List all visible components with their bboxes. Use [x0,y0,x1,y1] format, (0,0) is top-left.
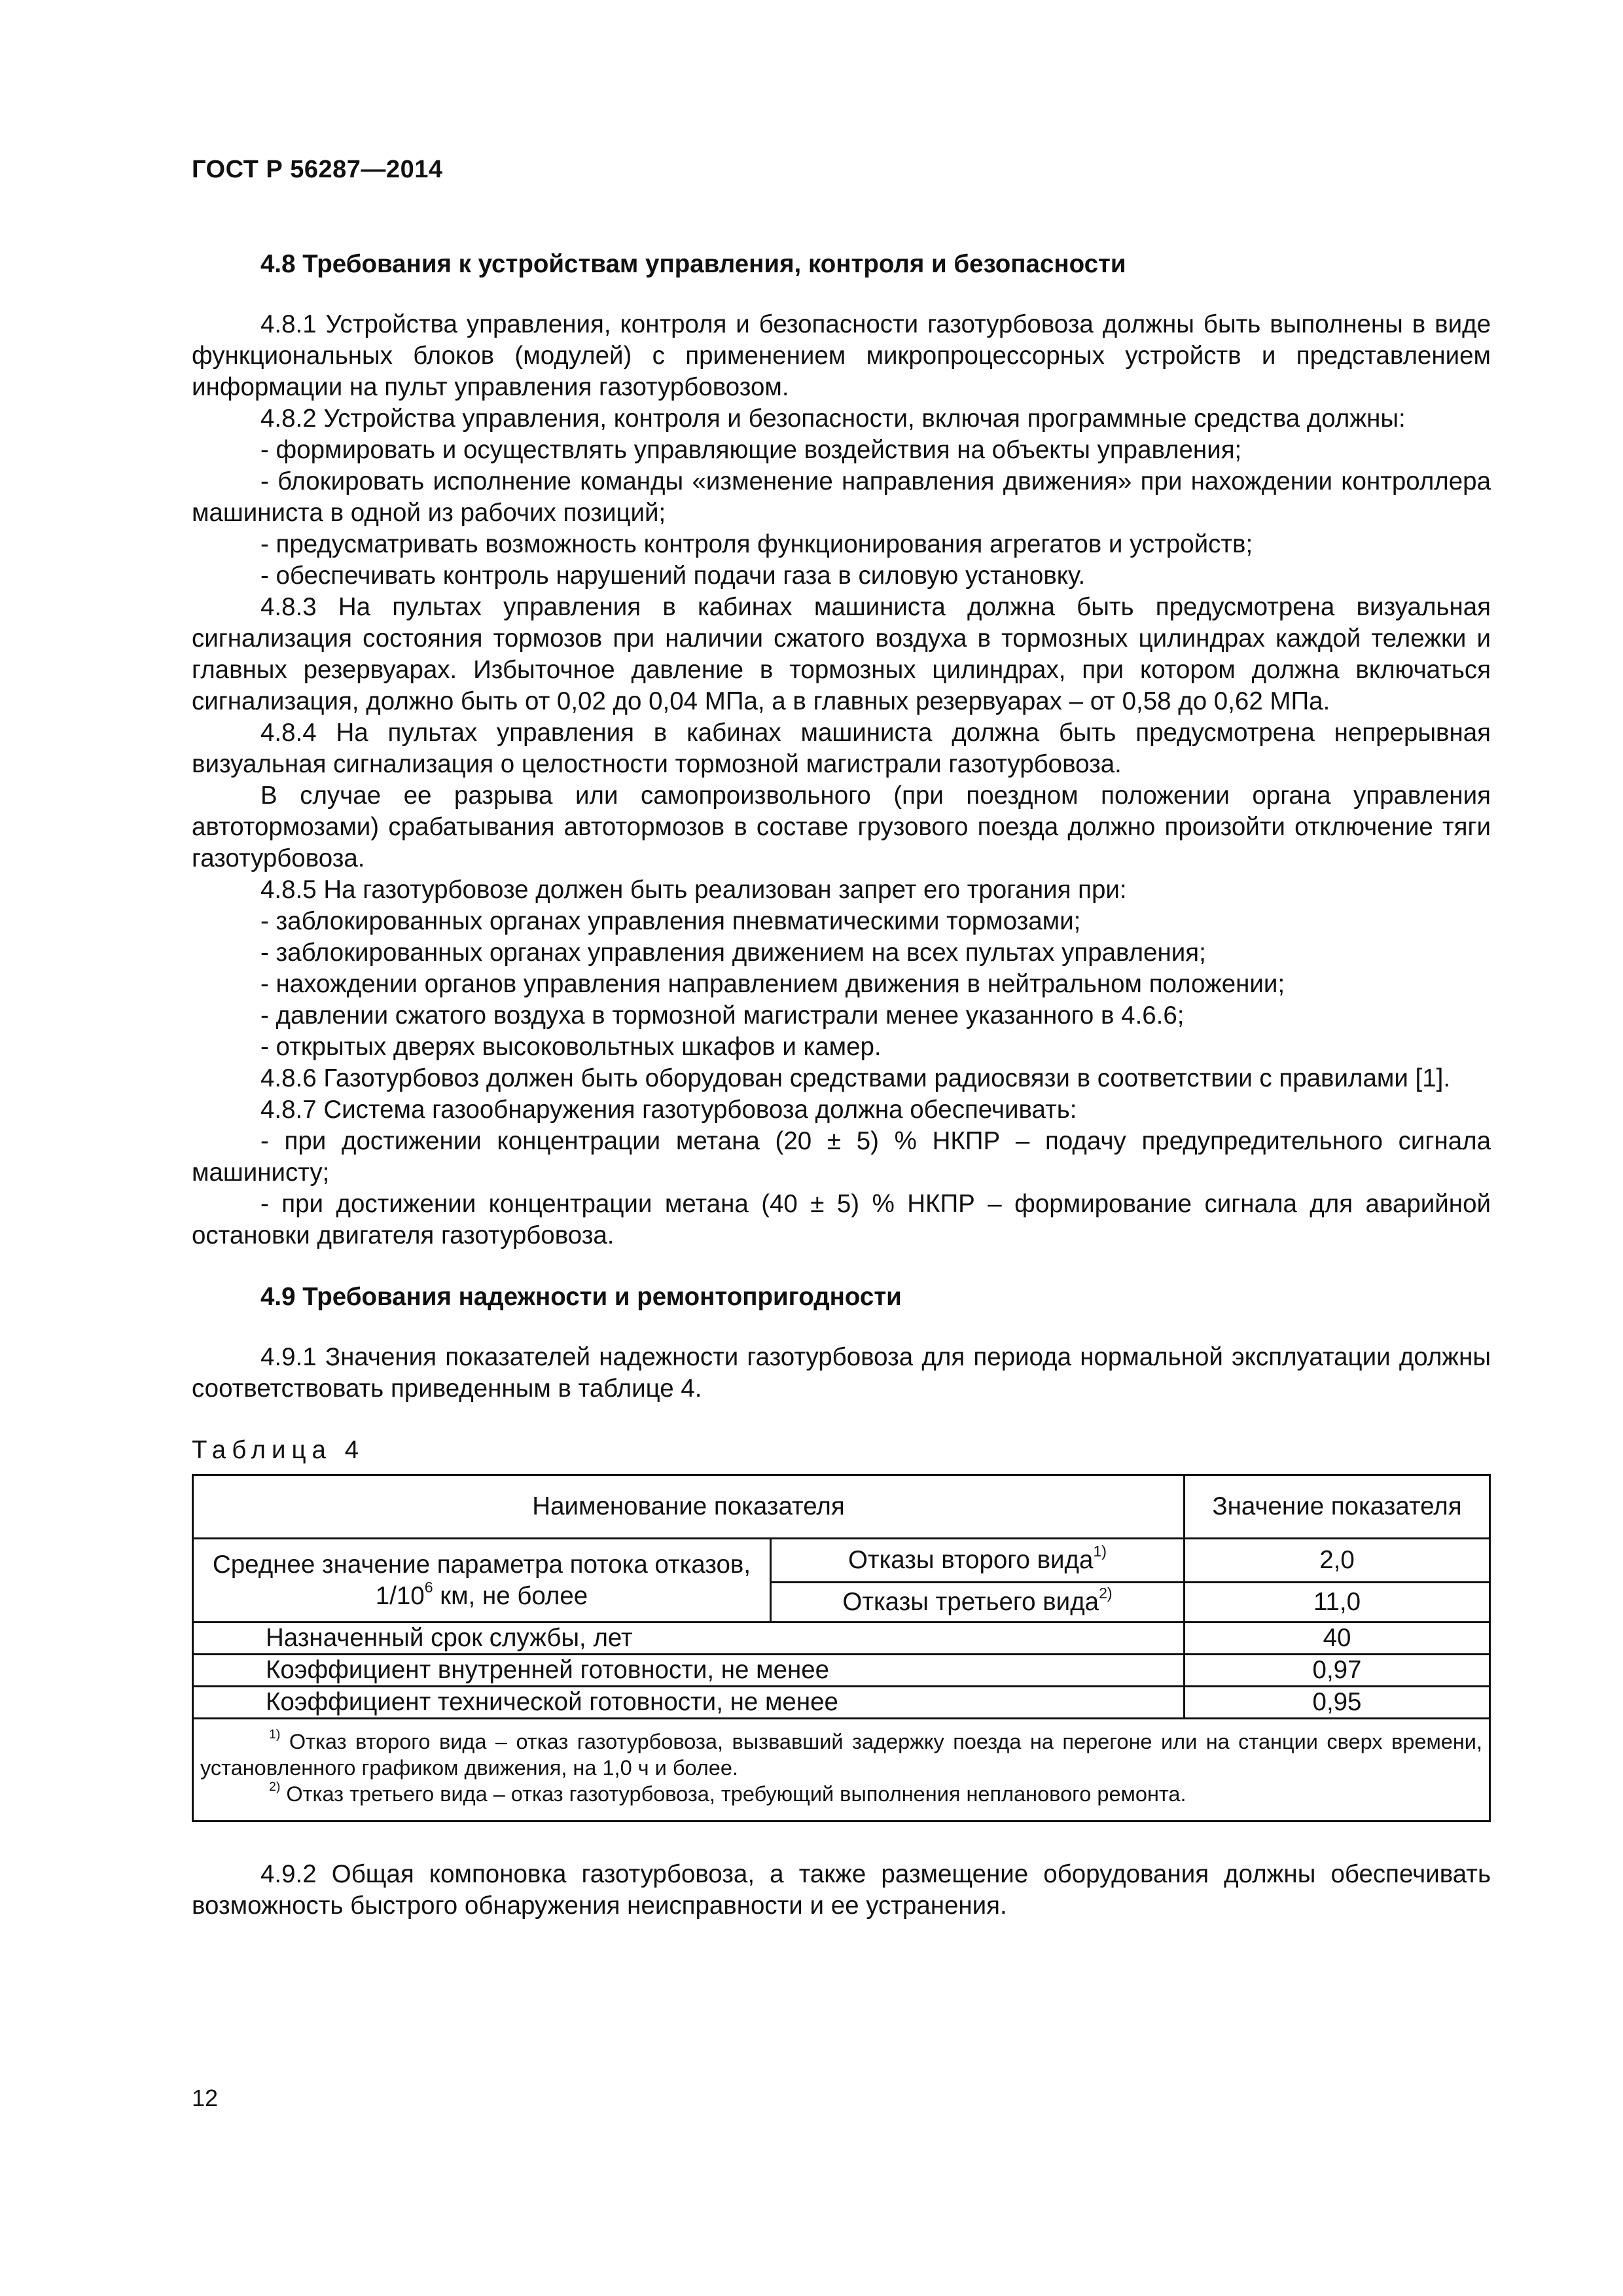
paragraph-4-8-4-continued: В случае ее разрыва или самопроизвольного (при поездном положении органа управления автотормозами) срабатывания автотормозов в составе грузового поезда должно произойти отключение тяги газотурбовоза. [192,781,1491,872]
table-notes [193,1719,1490,1821]
table-cell-flow-param: Среднее значение параметра потока отказов, $1/10^6$ км, не более [193,1539,771,1623]
list-item: - заблокированных органах управления движением на всех пультах управления; [260,939,1206,967]
list-item: - блокировать исполнение команды «изменение направления движения» при нахождении контроллера машиниста в одной из рабочих позиций; [192,467,1491,527]
table-cell-ktg-label: Коэффициент технической готовности, не менее [193,1687,1185,1719]
paragraph-4-9-2: 4.9.2 Общая компоновка газотурбовоза, а также размещение оборудования должны обеспечивать возможность быстрого обнаружения неисправности и ее устранения. [192,1860,1491,1920]
table-cell-fail3-value: 11,0 [1185,1583,1490,1623]
table-header-value: Значение показателя [1185,1475,1490,1539]
table-row [193,1623,1490,1655]
list-item: - обеспечивать контроль нарушений подачи газа в силовую установку. [260,562,1086,590]
table-cell-fail2-label: Отказы второго вида$^{1)}$ [771,1539,1185,1583]
paragraph-4-8-4: 4.8.4 На пультах управления в кабинах машиниста должна быть предусмотрена непрерывная визуальная сигнализация о целостности тормозной магистрали газотурбовоза. [192,719,1491,778]
paragraph-4-8-1: 4.8.1 Устройства управления, контроля и безопасности газотурбовоза должны быть выполнены в виде функциональных блоков (модулей) с применением микропроцессорных устройств и представлением информации на пульт управления газотурбовозом. [192,310,1491,401]
list-item: - при достижении концентрации метана (20 ± 5) % НКПР – подачу предупредительного сигнала машинисту; [192,1127,1491,1187]
table-header-name: Наименование показателя [193,1475,1185,1539]
table-cell-life-value: 40 [1185,1623,1490,1655]
paragraph-4-8-5: 4.8.5 На газотурбовозе должен быть реализован запрет его трогания при: [260,876,1127,904]
table-cell-kvg-value: 0,97 [1185,1655,1490,1687]
list-item: - предусматривать возможность контроля функционирования агрегатов и устройств; [260,530,1253,558]
paragraph-4-8-6: 4.8.6 Газотурбовоз должен быть оборудован средствами радиосвязи в соответствии с правилами [1]. [260,1064,1451,1092]
list-item: - давлении сжатого воздуха в тормозной магистрали менее указанного в 4.6.6; [260,1001,1185,1030]
reliability-table [192,1474,1491,1822]
list-item: - формировать и осуществлять управляющие воздействия на объекты управления; [260,436,1242,464]
table-row [193,1655,1490,1687]
table-caption: Таблица 4 [192,1436,365,1464]
list-item: - нахождении органов управления направлением движения в нейтральном положении; [260,970,1285,998]
paragraph-4-8-2: 4.8.2 Устройства управления, контроля и безопасности, включая программные средства должны: [260,404,1406,433]
table-notes-row [193,1719,1490,1821]
document-body [192,249,1491,1922]
list-item: - заблокированных органах управления пневматическими тормозами; [260,907,1081,935]
table-cell-ktg-value: 0,95 [1185,1687,1490,1719]
table-row [193,1539,1490,1583]
table-header-row [193,1475,1490,1539]
table-cell-life-label: Назначенный срок службы, лет [193,1623,1185,1655]
table-cell-fail3-label: Отказы третьего вида$^{2)}$ [771,1583,1185,1623]
paragraph-4-9-1: 4.9.1 Значения показателей надежности газотурбовоза для периода нормальной эксплуатации должны соответствовать приведенным в таблице 4. [192,1343,1491,1403]
list-item: - при достижении концентрации метана (40 ± 5) % НКПР – формирование сигнала для аварийной остановки двигателя газотурбовоза. [192,1190,1491,1249]
table-cell-kvg-label: Коэффициент внутренней готовности, не менее [193,1655,1185,1687]
table-note-1: $^{1)}$ Отказ второго вида – отказ газотурбовоза, вызвавший задержку поезда на перегоне или на станции сверх времени, установленного графиком движения, на 1,0 ч и более. [200,1727,1482,1780]
table-cell-fail2-value: 2,0 [1185,1539,1490,1583]
paragraph-4-8-7: 4.8.7 Система газообнаружения газотурбовоза должна обеспечивать: [260,1096,1077,1124]
page-number: 12 [192,2085,219,2111]
paragraph-4-8-3: 4.8.3 На пультах управления в кабинах машиниста должна быть предусмотрена визуальная сигнализация состояния тормозов при наличии сжатого воздуха в тормозных цилиндрах каждой тележки и главных резервуарах. Избыточное давление в тормозных цилиндрах, при котором должна включаться сигнализация, должно быть от 0,02 до 0,04 МПа, а в главных резервуарах – от 0,58 до 0,62 МПа. [192,593,1491,715]
table-row [193,1687,1490,1719]
document-header: ГОСТ Р 56287—2014 [192,156,443,183]
section-4-8-title: 4.8 Требования к устройствам управления, контроля и безопасности [260,250,1126,278]
list-item: - открытых дверях высоковольтных шкафов и камер. [260,1033,882,1061]
table-note-2: $^{2)}$ Отказ третьего вида – отказ газотурбовоза, требующий выполнения непланового ремонта. [269,1780,1186,1806]
section-4-9-title: 4.9 Требования надежности и ремонтопригодности [260,1283,902,1311]
